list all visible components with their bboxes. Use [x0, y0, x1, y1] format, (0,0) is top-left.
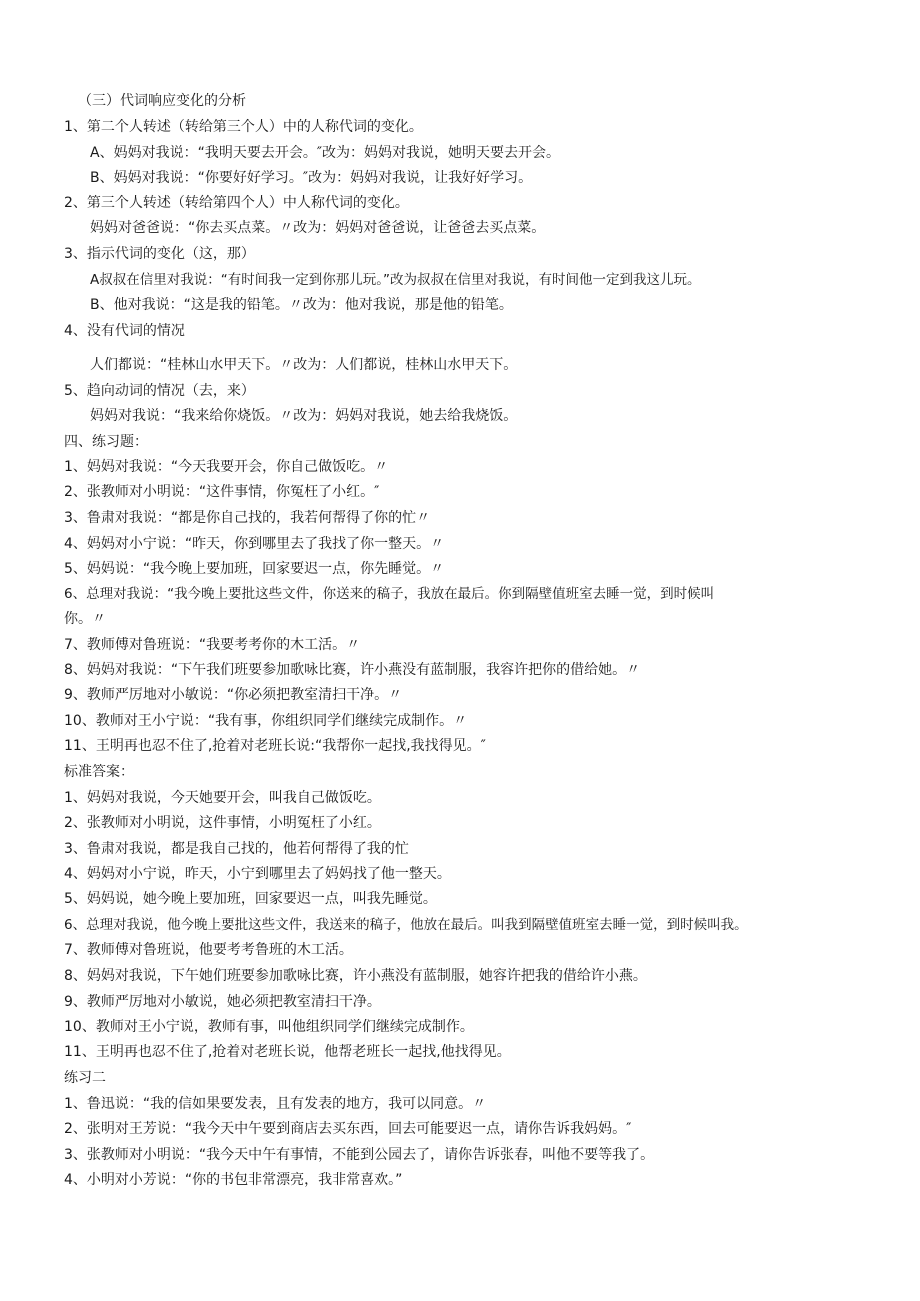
answer-line: 11、王明再也忍不住了,抢着对老班长说，他帮老班长一起找,他找得见。: [64, 1044, 511, 1060]
answer-line: 4、妈妈对小宁说，昨天，小宁到哪里去了妈妈找了他一整天。: [64, 866, 451, 882]
exercise-line: 3、鲁肃对我说：“都是你自己找的，我若何帮得了你的忙〃: [64, 510, 431, 526]
exercise-line: 5、妈妈说：“我今晚上要加班，回家要迟一点，你先睡觉。〃: [64, 561, 445, 577]
example-line: 妈妈对我说：“我来给你烧饭。〃改为：妈妈对我说，她去给我烧饭。: [90, 408, 518, 424]
exercise-line: 3、张教师对小明说：“我今天中午有事情，不能到公园去了，请你告诉张春，叫他不要等我了。: [64, 1147, 655, 1163]
exercise-line: 2、张明对王芳说：“我今天中午要到商店去买东西，回去可能要迟一点，请你告诉我妈妈。″: [64, 1121, 632, 1137]
section-heading: 四、练习题：: [64, 434, 148, 450]
example-line: B、他对我说：“这是我的铅笔。〃改为：他对我说，那是他的铅笔。: [90, 297, 513, 313]
exercise-line: 4、妈妈对小宁说：“昨天，你到哪里去了我找了你一整天。〃: [64, 536, 445, 552]
exercise-line: 4、小明对小芳说：“你的书包非常漂亮，我非常喜欢。”: [64, 1172, 403, 1188]
section-heading: （三）代词响应变化的分析: [78, 93, 246, 109]
item-heading: 1、第二个人转述（转给第三个人）中的人称代词的变化。: [64, 119, 423, 135]
answer-line: 1、妈妈对我说，今天她要开会，叫我自己做饭吃。: [64, 790, 381, 806]
answer-line: 9、教师严厉地对小敏说，她必须把教室清扫干净。: [64, 994, 381, 1010]
exercise-line: 1、鲁迅说：“我的信如果要发表，且有发表的地方，我可以同意。〃: [64, 1096, 487, 1112]
exercise-line: 7、教师傅对鲁班说：“我要考考你的木工活。〃: [64, 637, 361, 653]
example-line: 妈妈对爸爸说：“你去买点菜。〃改为：妈妈对爸爸说，让爸爸去买点菜。: [90, 220, 546, 236]
exercise-line: 2、张教师对小明说：“这件事情，你冤枉了小红。″: [64, 484, 380, 500]
exercise-line: 9、教师严厉地对小敏说：“你必须把教室清扫干净。〃: [64, 687, 403, 703]
answer-line: 10、教师对王小宁说，教师有事，叫他组织同学们继续完成制作。: [64, 1019, 474, 1035]
exercise-line: 8、妈妈对我说：“下午我们班要参加歌咏比赛，许小燕没有蓝制服，我容许把你的借给她。〃: [64, 662, 641, 678]
answer-line: 3、鲁肃对我说，都是我自己找的，他若何帮得了我的忙: [64, 841, 409, 857]
answer-line: 8、妈妈对我说，下午她们班要参加歌咏比赛，许小燕没有蓝制服，她容许把我的借给许小燕。: [64, 968, 647, 984]
example-line: B、妈妈对我说：“你要好好学习。″改为：妈妈对我说，让我好好学习。: [90, 170, 533, 186]
exercise-line-continued: 你。〃: [64, 611, 106, 627]
example-line: A叔叔在信里对我说：“有时间我一定到你那儿玩。”改为叔叔在信里对我说，有时间他一定到我这儿玩。: [90, 272, 701, 288]
exercise-line: 1、妈妈对我说：“今天我要开会，你自己做饭吃。〃: [64, 459, 389, 475]
section-heading: 标准答案：: [64, 764, 134, 780]
exercise-line: 10、教师对王小宁说：“我有事，你组织同学们继续完成制作。〃: [64, 713, 468, 729]
answer-line: 6、总理对我说，他今晚上要批这些文件，我送来的稿子，他放在最后。叫我到隔壁值班室去睡一觉，到时候叫我。: [64, 917, 748, 933]
item-heading: 4、没有代词的情况: [64, 323, 185, 339]
answer-line: 2、张教师对小明说，这件事情，小明冤枉了小红。: [64, 815, 381, 831]
item-heading: 2、第三个人转述（转给第四个人）中人称代词的变化。: [64, 195, 409, 211]
exercise-line: 6、总理对我说：“我今晚上要批这些文件，你送来的稿子，我放在最后。你到隔壁值班室去睡一觉，到时候叫: [64, 586, 715, 602]
item-heading: 3、指示代词的变化（这，那）: [64, 246, 255, 262]
example-line: A、妈妈对我说：“我明天要去开会。″改为：妈妈对我说，她明天要去开会。: [90, 145, 561, 161]
answer-line: 7、教师傅对鲁班说，他要考考鲁班的木工活。: [64, 942, 353, 958]
item-heading: 5、趋向动词的情况（去，来）: [64, 383, 255, 399]
section-heading: 练习二: [64, 1070, 106, 1086]
example-line: 人们都说：“桂林山水甲天下。〃改为：人们都说，桂林山水甲天下。: [90, 357, 518, 373]
answer-line: 5、妈妈说，她今晚上要加班，回家要迟一点，叫我先睡觉。: [64, 891, 437, 907]
exercise-line: 11、王明再也忍不住了,抢着对老班长说:“我帮你一起找,我找得见。″: [64, 738, 486, 754]
